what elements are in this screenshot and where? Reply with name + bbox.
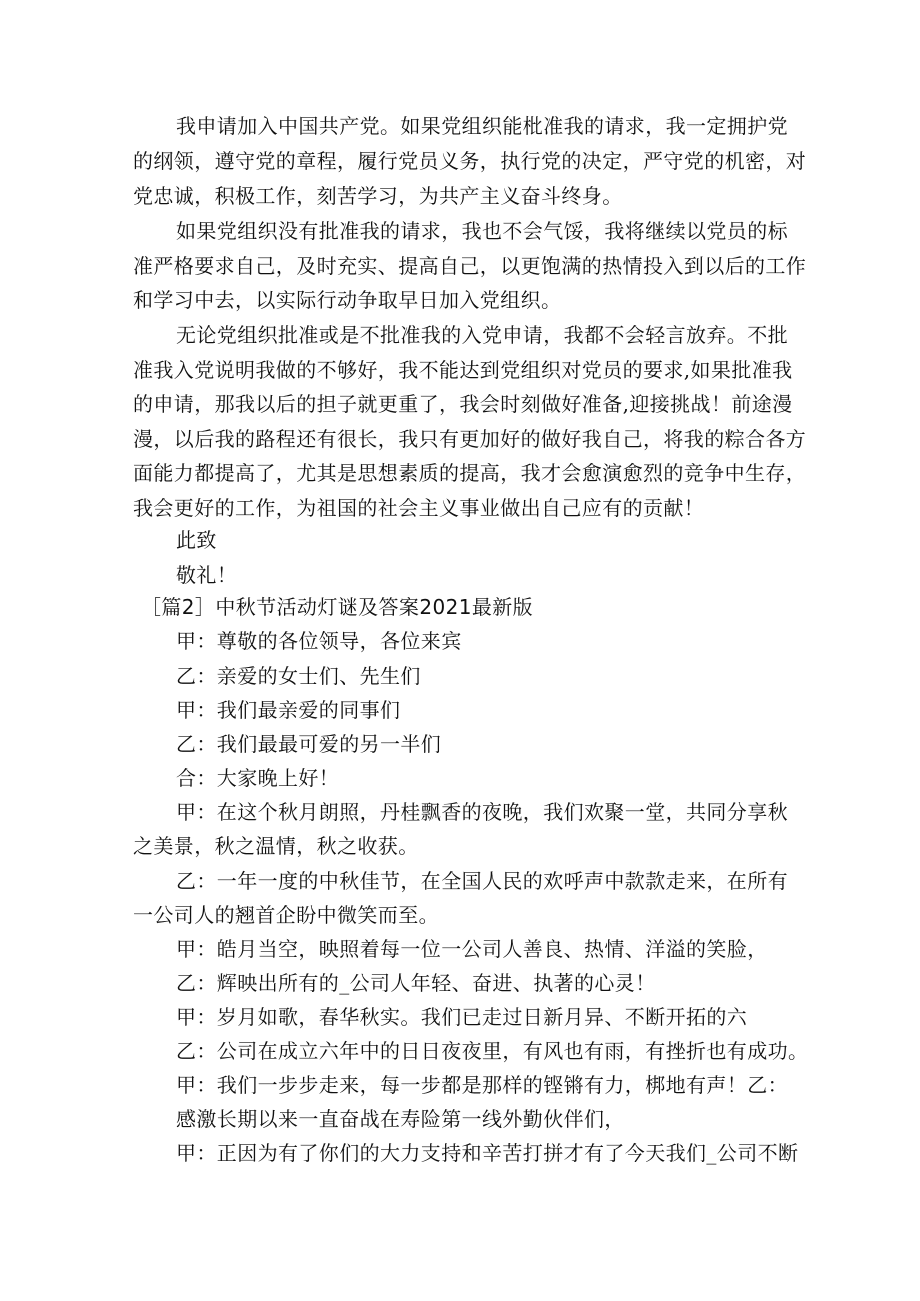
dialogue-line-11: 乙：辉映出所有的_公司人年轻、奋进、执著的心灵！ (176, 971, 656, 995)
dialogue-line-10: 甲：皓月当空，映照着每一位一公司人善良、热情、洋溢的笑脸， (176, 937, 768, 961)
para1-line-3: 党忠诚，积极工作，刻苦学习，为共产主义奋斗终身。 (133, 184, 623, 208)
dialogue-line-12: 甲：岁月如歌，春华秋实。我们已走过日新月异、不断开拓的六 (176, 1005, 748, 1029)
dialogue-line-4: 乙：我们最最可爱的另一半们 (176, 732, 442, 756)
closing-line-1: 此致 (176, 528, 217, 552)
dialogue-line-14: 甲：我们一步步走来，每一步都是那样的铿锵有力，梆地有声！乙： (176, 1073, 788, 1097)
closing-line-2: 敬礼！ (176, 563, 238, 587)
para1-line-1: 我申请加入中国共产党。如果党组织能枇准我的请求，我一定拥护党 (176, 114, 788, 138)
para3-line-2: 准我入党说明我做的不够好，我不能达到党组织对党员的要求,如果批准我 (133, 358, 793, 382)
para2-line-1: 如果党组织没有批准我的请求，我也不会气馁，我将继续以党员的标 (176, 219, 788, 243)
dialogue-line-16: 甲：正因为有了你们的大力支持和辛苦打拼才有了今天我们_公司不断 (176, 1141, 799, 1165)
dialogue-line-3: 甲：我们最亲爱的同事们 (176, 698, 401, 722)
para3-line-4: 漫，以后我的路程还有很长，我只有更加好的做好我自己，将我的粽合各方 (133, 427, 807, 451)
para3-line-1: 无论党组织批准或是不批准我的入党申请，我都不会轻言放弃。不批 (176, 323, 788, 347)
para3-line-3: 的申请，那我以后的担子就更重了，我会时刻做好准备,迎接挑战！前途漫 (133, 392, 793, 416)
para2-line-2: 准严格要求自己，及时充实、提高自己，以更饱满的热情投入到以后的工作 (133, 254, 807, 278)
dialogue-line-13: 乙：公司在成立六年中的日日夜夜里，有风也有雨，有挫折也有成功。 (176, 1039, 809, 1063)
para2-line-3: 和学习中去，以实际行动争取早日加入党组织。 (133, 288, 562, 312)
dialogue-line-9: 一公司人的翘首企盼中微笑而至。 (133, 903, 439, 927)
dialogue-line-1: 甲：尊敬的各位领导，各位来宾 (176, 629, 462, 653)
para3-line-6: 我会更好的工作，为祖国的社会主义事业做出自己应有的贡献！ (133, 496, 705, 520)
section-heading: ［篇2］中秋节活动灯谜及答案2021最新版 (141, 595, 534, 619)
para1-line-2: 的纲领，遵守党的章程，履行党员义务，执行党的决定，严守党的机密，对 (133, 149, 807, 173)
dialogue-line-7: 之美景，秋之温情，秋之收获。 (133, 834, 419, 858)
dialogue-line-2: 乙：亲爱的女士们、先生们 (176, 664, 421, 688)
dialogue-line-5: 合：大家晚上好！ (176, 766, 340, 790)
para3-line-5: 面能力都提高了，尤其是思想素质的提高，我才会愈演愈烈的竞争中生存， (133, 461, 807, 485)
dialogue-line-15: 感激长期以来一直奋战在寿险第一线外勤伙伴们， (176, 1107, 625, 1131)
dialogue-line-8: 乙：一年一度的中秋佳节，在全国人民的欢呼声中款款走来，在所有 (176, 869, 788, 893)
dialogue-line-6: 甲：在这个秋月朗照，丹桂飘香的夜晚，我们欢聚一堂，共同分享秋 (176, 800, 788, 824)
